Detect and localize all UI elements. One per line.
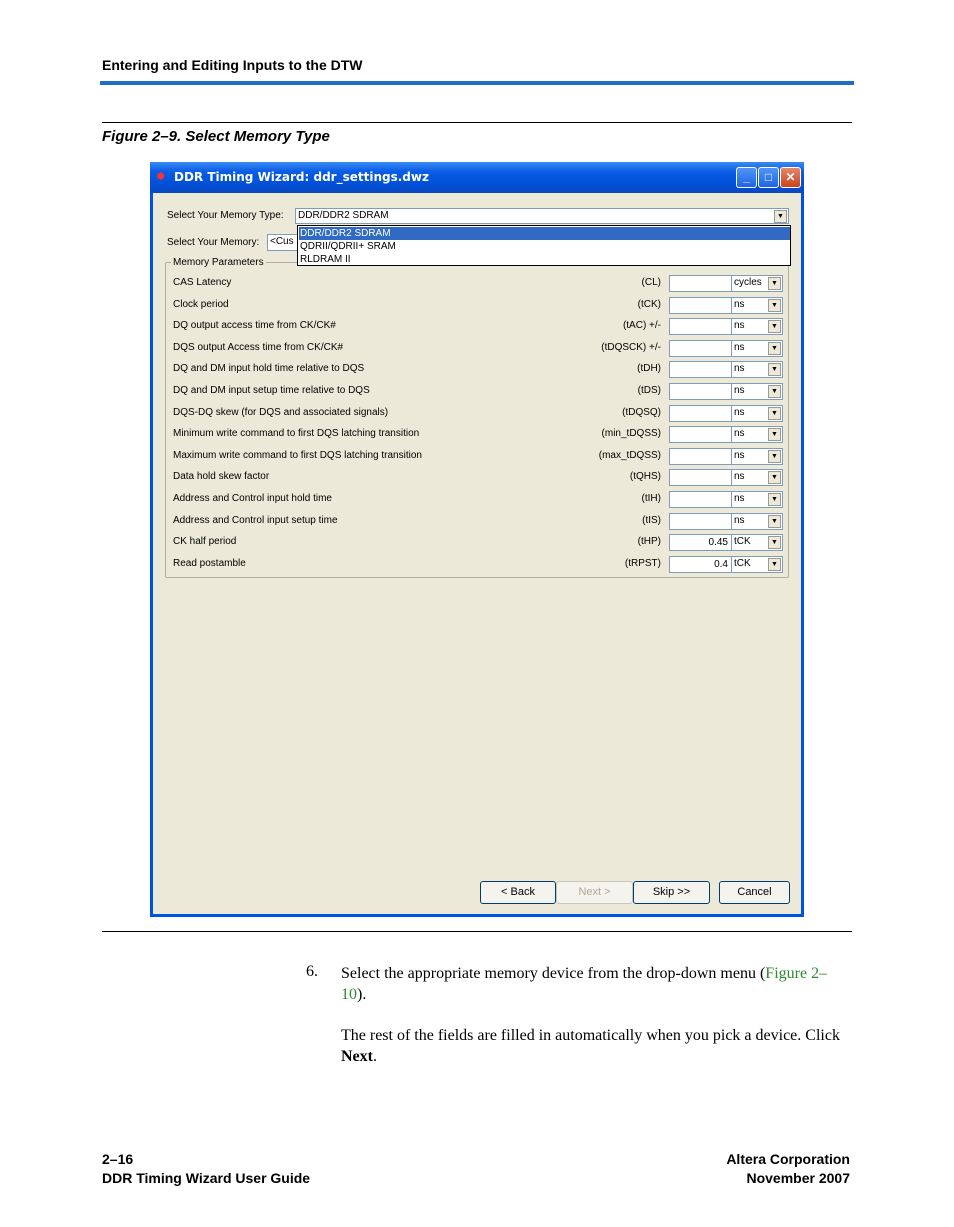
param-unit-select[interactable] xyxy=(731,383,783,400)
dropdown-option[interactable]: DDR/DDR2 SDRAM xyxy=(299,227,790,240)
param-unit-value: ns xyxy=(734,493,745,504)
param-value-input[interactable] xyxy=(669,405,732,422)
param-value-input[interactable] xyxy=(669,361,732,378)
param-unit-select[interactable] xyxy=(731,275,783,292)
param-value-input[interactable] xyxy=(669,426,732,443)
param-value-input[interactable] xyxy=(669,513,732,530)
memory-select[interactable] xyxy=(267,234,301,251)
memory-type-dropdown[interactable] xyxy=(297,225,791,266)
chevron-down-icon[interactable]: ▼ xyxy=(768,471,781,484)
page-number: 2–16 xyxy=(102,1151,134,1167)
param-name: Address and Control input hold time xyxy=(173,493,332,504)
param-value-input[interactable] xyxy=(669,340,732,357)
param-unit-select[interactable] xyxy=(731,426,783,443)
param-value-input[interactable] xyxy=(669,448,732,465)
chevron-down-icon[interactable]: ▼ xyxy=(768,515,781,528)
param-unit-value: ns xyxy=(734,385,745,396)
step-number: 6. xyxy=(306,963,318,980)
chevron-down-icon[interactable]: ▼ xyxy=(768,428,781,441)
memory-type-select[interactable] xyxy=(295,208,789,224)
memory-value: <Cus xyxy=(270,236,294,247)
param-symbol: (tDS) xyxy=(637,385,661,396)
param-unit-select[interactable] xyxy=(731,448,783,465)
param-unit-value: ns xyxy=(734,363,745,374)
para2-before: The rest of the fields are filled in automatically when you pick a device. Click xyxy=(341,1027,840,1044)
param-symbol: (tIS) xyxy=(642,515,661,526)
param-unit-value: ns xyxy=(734,471,745,482)
section-title: Entering and Editing Inputs to the DTW xyxy=(102,57,363,73)
chevron-down-icon[interactable]: ▼ xyxy=(768,320,781,333)
param-value-input[interactable] xyxy=(669,297,732,314)
dropdown-option[interactable]: RLDRAM II xyxy=(300,254,351,265)
param-name: DQS-DQ skew (for DQS and associated signals) xyxy=(173,407,389,418)
title-bar[interactable] xyxy=(150,162,804,193)
param-symbol: (tQHS) xyxy=(629,471,661,482)
param-symbol: (max_tDQSS) xyxy=(598,450,661,461)
chevron-down-icon[interactable]: ▼ xyxy=(768,493,781,506)
cancel-button[interactable]: Cancel xyxy=(719,881,790,904)
param-symbol: (tHP) xyxy=(637,536,661,547)
param-unit-select[interactable] xyxy=(731,405,783,422)
chevron-down-icon[interactable]: ▼ xyxy=(768,299,781,312)
wizard-window xyxy=(150,162,804,917)
memory-type-value: DDR/DDR2 SDRAM xyxy=(298,210,389,221)
param-symbol: (tCK) xyxy=(637,299,661,310)
param-value-input[interactable] xyxy=(669,469,732,486)
param-value-input[interactable] xyxy=(669,318,732,335)
param-name: CAS Latency xyxy=(173,277,232,288)
param-unit-select[interactable] xyxy=(731,556,783,573)
chevron-down-icon[interactable]: ▼ xyxy=(768,385,781,398)
minimize-button[interactable]: _ xyxy=(736,167,757,188)
figure-caption: Figure 2–9. Select Memory Type xyxy=(102,128,330,145)
skip-button[interactable]: Skip >> xyxy=(633,881,710,904)
param-symbol: (tDQSCK) +/- xyxy=(601,342,661,353)
param-unit-select[interactable] xyxy=(731,361,783,378)
param-name: Data hold skew factor xyxy=(173,471,270,482)
para2-after: . xyxy=(372,1048,377,1065)
window-client xyxy=(153,193,801,914)
next-button[interactable]: Next > xyxy=(556,881,633,904)
header-rule xyxy=(100,81,854,85)
step-text-before: Select the appropriate memory device from the drop-down menu ( xyxy=(341,965,766,982)
step-text-after: ). xyxy=(357,986,367,1003)
param-unit-value: ns xyxy=(734,407,745,418)
memory-parameters-title: Memory Parameters xyxy=(173,257,264,268)
chevron-down-icon[interactable]: ▼ xyxy=(768,407,781,420)
param-unit-select[interactable] xyxy=(731,513,783,530)
param-unit-select[interactable] xyxy=(731,469,783,486)
chevron-down-icon[interactable]: ▼ xyxy=(774,210,787,223)
param-symbol: (CL) xyxy=(641,277,661,288)
param-name: Address and Control input setup time xyxy=(173,515,338,526)
dropdown-option[interactable]: QDRII/QDRII+ SRAM xyxy=(300,241,396,252)
chevron-down-icon[interactable]: ▼ xyxy=(768,342,781,355)
publication-date: November 2007 xyxy=(746,1170,850,1186)
figure-bottom-rule xyxy=(102,931,852,932)
param-unit-select[interactable] xyxy=(731,340,783,357)
param-unit-value: cycles xyxy=(734,277,762,288)
step-text xyxy=(341,963,841,1005)
param-name: DQS output Access time from CK/CK# xyxy=(173,342,344,353)
chevron-down-icon[interactable]: ▼ xyxy=(768,558,781,571)
param-unit-value: ns xyxy=(734,320,745,331)
chevron-down-icon[interactable]: ▼ xyxy=(768,450,781,463)
param-symbol: (tDH) xyxy=(637,363,661,374)
param-name: Maximum write command to first DQS latching transition xyxy=(173,450,422,461)
param-symbol: (tRPST) xyxy=(624,558,661,569)
param-unit-value: ns xyxy=(734,342,745,353)
maximize-button[interactable]: □ xyxy=(758,167,779,188)
chevron-down-icon[interactable]: ▼ xyxy=(768,363,781,376)
param-unit-select[interactable] xyxy=(731,534,783,551)
param-value-input[interactable]: 0.45 xyxy=(669,534,732,551)
chevron-down-icon[interactable]: ▼ xyxy=(768,536,781,549)
param-unit-select[interactable] xyxy=(731,297,783,314)
memory-type-label: Select Your Memory Type: xyxy=(167,210,284,221)
param-name: CK half period xyxy=(173,536,237,547)
app-icon: ✸ xyxy=(156,171,166,183)
param-unit-value: ns xyxy=(734,450,745,461)
param-value-input[interactable]: 0.4 xyxy=(669,556,732,573)
param-symbol: (tAC) +/- xyxy=(622,320,661,331)
window-title: DDR Timing Wizard: ddr_settings.dwz xyxy=(174,170,429,184)
param-name: DQ output access time from CK/CK# xyxy=(173,320,336,331)
param-unit-value: ns xyxy=(734,515,745,526)
param-symbol: (min_tDQSS) xyxy=(601,428,661,439)
param-unit-value: ns xyxy=(734,299,745,310)
param-symbol: (tDQSQ) xyxy=(622,407,661,418)
param-name: Minimum write command to first DQS latching transition xyxy=(173,428,420,439)
memory-label: Select Your Memory: xyxy=(167,237,260,248)
param-unit-select[interactable] xyxy=(731,491,783,508)
param-unit-value: tCK xyxy=(734,558,751,569)
param-symbol: (tIH) xyxy=(641,493,661,504)
param-name: DQ and DM input hold time relative to DQS xyxy=(173,363,365,374)
param-unit-select[interactable] xyxy=(731,318,783,335)
figure-link[interactable]: Figure 2–10 xyxy=(341,965,828,1003)
param-name: Read postamble xyxy=(173,558,246,569)
param-unit-value: ns xyxy=(734,428,745,439)
back-button[interactable]: < Back xyxy=(480,881,556,904)
next-emphasis: Next xyxy=(341,1048,373,1065)
company-name: Altera Corporation xyxy=(726,1151,850,1167)
param-value-input[interactable] xyxy=(669,383,732,400)
figure-top-rule xyxy=(102,122,852,123)
close-button[interactable]: ✕ xyxy=(780,167,801,188)
chevron-down-icon[interactable]: ▼ xyxy=(768,277,781,290)
doc-title: DDR Timing Wizard User Guide xyxy=(102,1170,311,1186)
instruction-paragraph xyxy=(341,1025,841,1067)
param-value-input[interactable] xyxy=(669,491,732,508)
param-value-input[interactable] xyxy=(669,275,732,292)
param-name: Clock period xyxy=(173,299,229,310)
param-unit-value: tCK xyxy=(734,536,751,547)
param-name: DQ and DM input setup time relative to DQS xyxy=(173,385,370,396)
